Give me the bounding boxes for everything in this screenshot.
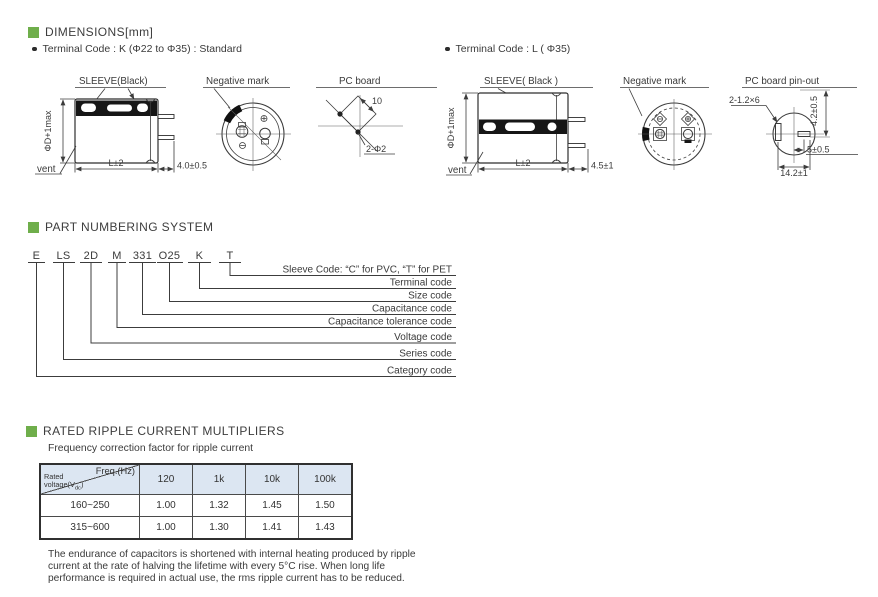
dimensions-title: DIMENSIONS[mm] xyxy=(45,25,154,39)
freq-column-header: 120 xyxy=(140,464,193,495)
bullet-dot xyxy=(32,47,37,52)
terminal-code-l-bullet xyxy=(445,43,570,55)
sleeve-label-l: SLEEVE( Black ) xyxy=(484,76,559,87)
bullet-dot xyxy=(445,47,450,52)
voltage-range-cell: 315~600 xyxy=(40,517,140,540)
dimensions-section-header xyxy=(28,25,153,39)
length-dim-k: L±2 xyxy=(108,158,124,168)
ripple-section-header xyxy=(26,424,285,438)
factor-cell: 1.30 xyxy=(193,517,246,540)
factor-cell: 1.45 xyxy=(246,495,299,517)
pc-board-label-k: PC board xyxy=(339,76,381,87)
mounting-hole xyxy=(337,111,342,116)
code-segment: 331 xyxy=(132,250,153,262)
code-segment: K xyxy=(195,250,204,262)
table-corner-cell xyxy=(40,464,140,495)
ripple-title: RATED RIPPLE CURRENT MULTIPLIERS xyxy=(43,424,285,438)
voltage-range-cell: 160~250 xyxy=(40,495,140,517)
code-label: Terminal code xyxy=(389,277,452,289)
note-line: performance is required in actual use, the rms ripple current has to be reduced. xyxy=(48,573,405,585)
code-segment: LS xyxy=(56,250,71,262)
minus-polarity-icon xyxy=(654,113,667,126)
plus-polarity-icon xyxy=(261,116,267,122)
section-bullet-square xyxy=(28,27,39,38)
freq-column-header: 1k xyxy=(193,464,246,495)
terminal-code-k-text: Terminal Code : K (Φ22 to Φ35) : Standard xyxy=(42,43,242,55)
capacitor-side-view-k xyxy=(35,76,207,175)
pc-board-pinout-drawing-l xyxy=(729,76,858,178)
factor-cell: 1.32 xyxy=(193,495,246,517)
length-dim-l: L±2 xyxy=(515,158,531,168)
part-numbering-title: PART NUMBERING SYSTEM xyxy=(45,220,214,234)
code-label: Category code xyxy=(386,365,452,377)
factor-cell: 1.00 xyxy=(140,495,193,517)
rated-voltage-label: Rated $voltage(V_{dc})$ xyxy=(44,471,84,492)
negative-mark-top-view-k xyxy=(203,76,291,171)
lead-dim-k: 4.0±0.5 xyxy=(177,160,207,171)
plain-terminal xyxy=(682,128,695,144)
factor-cell: 1.43 xyxy=(299,517,353,540)
code-label: Capacitance code xyxy=(371,303,452,315)
pc-board-drawing-k xyxy=(316,76,437,157)
diameter-dim-k: ΦD+1max xyxy=(43,110,53,152)
code-label: Size code xyxy=(408,290,452,302)
width-dim: 14.2±1 xyxy=(780,168,808,178)
pc-board-pinout-label: PC board pin-out xyxy=(745,76,820,87)
note-line: The endurance of capacitors is shortened with internal heating produced by ripple xyxy=(48,549,416,560)
section-bullet-square xyxy=(28,222,39,233)
factor-cell: 1.41 xyxy=(246,517,299,540)
negative-mark-label-k: Negative mark xyxy=(206,76,270,87)
code-label: Sleeve Code: “C” for PVC, “T” for PET xyxy=(282,264,452,276)
slot-dim: 2-1.2×6 xyxy=(729,95,760,105)
vent-label-l: vent xyxy=(448,165,467,176)
mounting-hole xyxy=(355,129,360,134)
diameter-dim-l: ΦD+1max xyxy=(446,107,456,149)
ripple-subtitle: Frequency correction factor for ripple current xyxy=(48,443,254,454)
negative-mark-label-l: Negative mark xyxy=(623,76,687,87)
hole-dim: 2-Φ2 xyxy=(366,144,387,154)
diagonal-divider xyxy=(41,465,139,494)
endurance-note xyxy=(48,549,416,585)
part-number-codes xyxy=(28,250,241,263)
note-line: current at the rate of halving the lifetime with every 5°C rise. When long life xyxy=(48,561,386,573)
code-segment: 2D xyxy=(83,250,99,262)
code-segment: M xyxy=(112,250,122,262)
code-label: Voltage code xyxy=(394,332,452,343)
code-label: Series code xyxy=(399,348,452,360)
capacitor-side-view-l xyxy=(446,76,613,176)
minus-polarity-icon xyxy=(240,143,246,149)
factor-cell: 1.00 xyxy=(140,517,193,540)
plain-terminal xyxy=(260,128,271,144)
code-segment: T xyxy=(226,250,234,262)
freq-column-header: 10k xyxy=(246,464,299,495)
code-segment: O25 xyxy=(158,250,181,262)
negative-mark-top-view-l xyxy=(620,76,712,170)
ripple-factor-table xyxy=(39,463,353,540)
pin-slot-vertical xyxy=(776,124,782,141)
lead-dim-l: 4.5±1 xyxy=(591,160,614,171)
vertical-dim: 4.2±0.5 xyxy=(809,96,819,126)
table-header-row xyxy=(40,464,352,495)
factor-cell: 1.50 xyxy=(299,495,353,517)
terminal-code-l-text: Terminal Code : L ( Φ35) xyxy=(455,43,571,55)
dimension-drawings xyxy=(0,58,878,208)
code-label: Capacitance tolerance code xyxy=(328,316,452,328)
terminal-code-k-bullet xyxy=(32,43,242,55)
plus-polarity-icon xyxy=(682,113,695,126)
vent-label-k: vent xyxy=(37,164,56,175)
section-bullet-square xyxy=(26,426,37,437)
pitch-dim: 10 xyxy=(372,96,383,106)
freq-column-header: 100k xyxy=(299,464,353,495)
offset-dim: 5±0.5 xyxy=(807,144,830,155)
freq-header-label: Freq.(Hz) xyxy=(95,466,135,476)
table-row xyxy=(40,517,352,540)
negative-stripe-mark xyxy=(227,108,241,122)
code-segment: E xyxy=(32,250,41,262)
part-numbering-diagram xyxy=(0,240,878,390)
sleeve-label-k: SLEEVE(Black) xyxy=(79,76,148,87)
table-row xyxy=(40,495,352,517)
part-numbering-section-header xyxy=(28,220,213,234)
